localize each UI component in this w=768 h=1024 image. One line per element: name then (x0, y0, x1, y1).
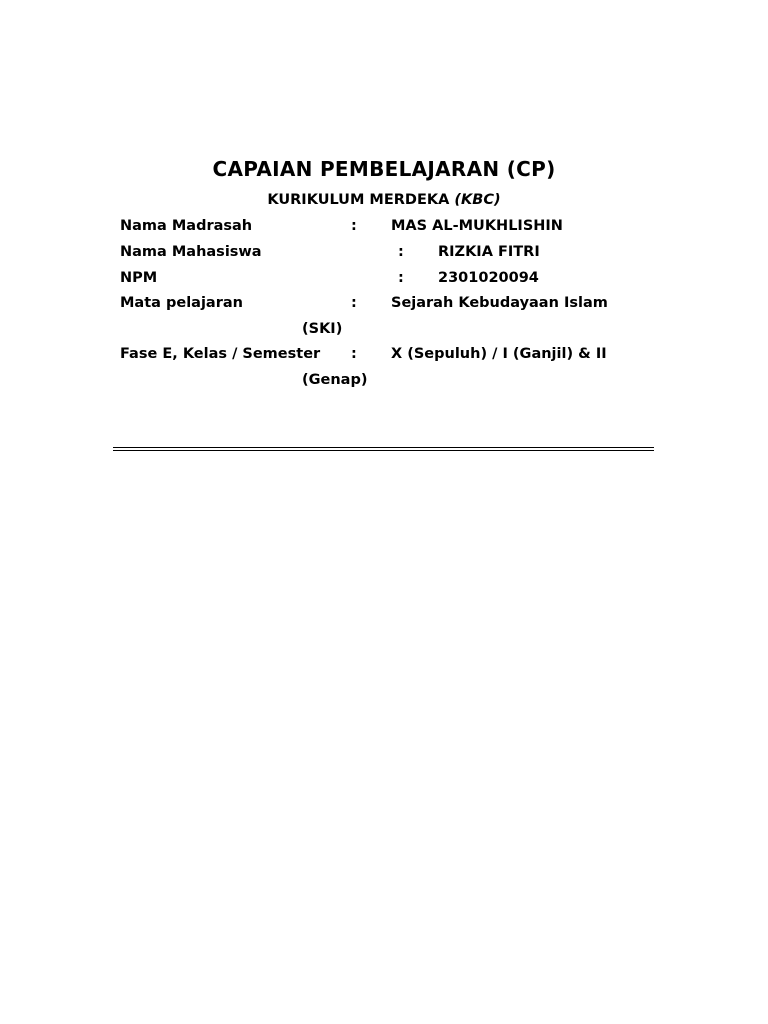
mahasiswa-label: Nama Mahasiswa (120, 244, 262, 260)
mapel-continuation: (SKI) (302, 321, 343, 337)
madrasah-colon: : (351, 218, 357, 234)
subtitle-italic: (KBC) (454, 192, 501, 208)
madrasah-label: Nama Madrasah (120, 218, 253, 234)
divider-line-bottom (113, 450, 654, 451)
mapel-label: Mata pelajaran (120, 295, 243, 311)
mapel-colon: : (351, 295, 357, 311)
npm-value: 2301020094 (438, 270, 539, 286)
fase-label: Fase E, Kelas / Semester (120, 346, 321, 362)
mahasiswa-colon: : (398, 244, 404, 260)
madrasah-value: MAS AL-MUKHLISHIN (391, 218, 563, 234)
divider-line-top (113, 447, 654, 448)
mahasiswa-value: RIZKIA FITRI (438, 244, 540, 260)
fase-colon: : (351, 346, 357, 362)
npm-label: NPM (120, 270, 158, 286)
document-subtitle (0, 192, 768, 208)
subtitle-main: KURIKULUM MERDEKA (267, 192, 450, 208)
document-title: CAPAIAN PEMBELAJARAN (CP) (212, 157, 556, 181)
fase-continuation: (Genap) (302, 372, 368, 388)
fase-value: X (Sepuluh) / I (Ganjil) & II (391, 346, 607, 362)
mapel-value: Sejarah Kebudayaan Islam (391, 295, 608, 311)
npm-colon: : (398, 270, 404, 286)
